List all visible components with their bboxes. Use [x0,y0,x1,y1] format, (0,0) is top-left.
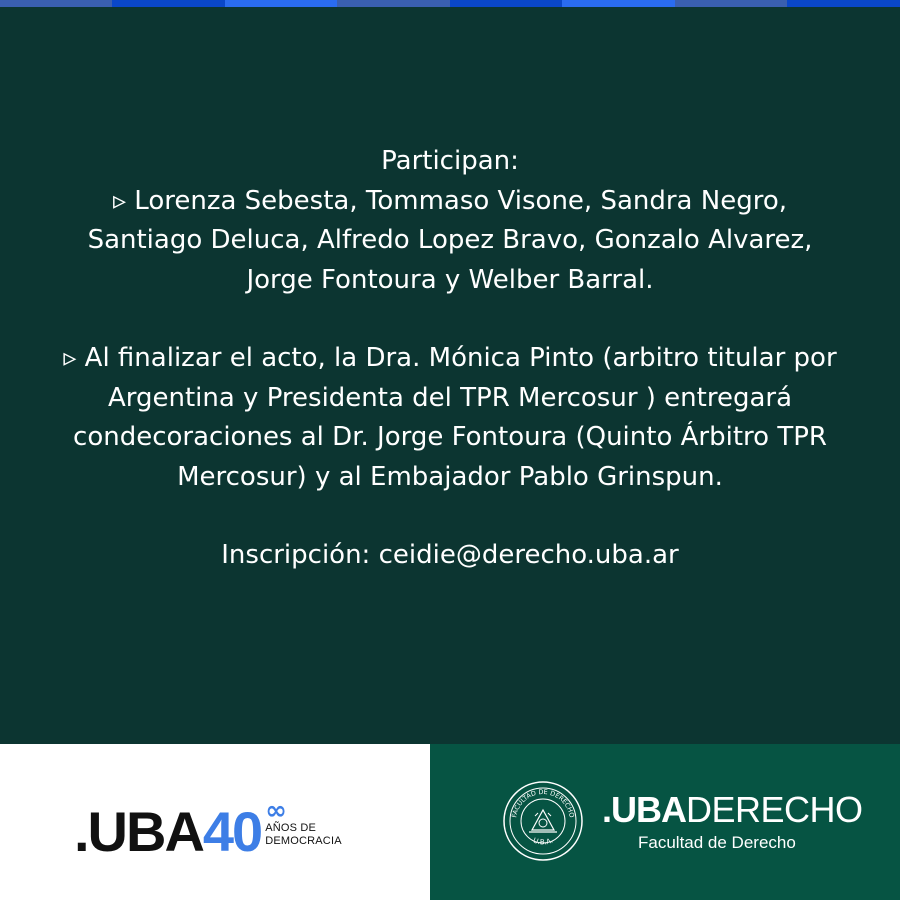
uba40-logo [74,792,342,872]
participan-title: Participan: [381,146,519,176]
stripe-segment [787,0,900,7]
uba40-anos-line2: DEMOCRACIA [265,835,342,847]
paragraph-gap [60,497,840,536]
top-color-stripe [0,0,900,7]
uba40-forty: 40 [202,800,262,863]
derecho-word: DERECHO [686,789,863,830]
footer-logos [0,744,900,900]
closing-announcement: ▹ Al finalizar el acto, la Dra. Mónica Pinto (arbitro titular por Argentina y Presidenta del TPR Mercosur ) entregará condecoraciones al Dr. Jorge Fontoura (Quinto Árbitro TPR Mercosur) y al Embajador Pablo Grinspun. [63,343,837,492]
uba40-dot-uba: .UBA [74,800,203,863]
uba-derecho-logo [602,788,863,854]
uba-derecho-panel [430,744,900,900]
event-details [60,142,840,576]
uba40-side-text [265,798,342,848]
inscripcion-label: Inscripción: [221,540,371,570]
seal-text-bottom: U.B.A. [531,836,555,847]
stripe-segment [562,0,675,7]
uba40-anos-line1: AÑOS DE [265,822,317,834]
stripe-segment [675,0,787,7]
participants-list: ▹ Lorenza Sebesta, Tommaso Visone, Sandra Negro, Santiago Deluca, Alfredo Lopez Bravo, Gonzalo Alvarez, Jorge Fontoura y Welber Barral. [87,185,813,295]
seal-text-top: FACULTAD DE DERECHO [510,787,576,819]
stripe-segment [225,0,337,7]
derecho-subtitle: Facultad de Derecho [638,833,796,852]
stripe-segment [450,0,562,7]
inscripcion-line [60,536,840,576]
stripe-segment [337,0,450,7]
faculty-seal-icon [502,780,584,862]
stripe-segment [0,0,112,7]
uba-derecho-wordmark [602,788,863,832]
uba40-panel [0,744,430,900]
paragraph-gap [60,300,840,339]
infinity-icon: ∞ [265,796,287,826]
derecho-uba: .UBA [602,789,686,830]
inscripcion-email[interactable]: ceidie@derecho.uba.ar [378,540,679,570]
stripe-segment [112,0,225,7]
